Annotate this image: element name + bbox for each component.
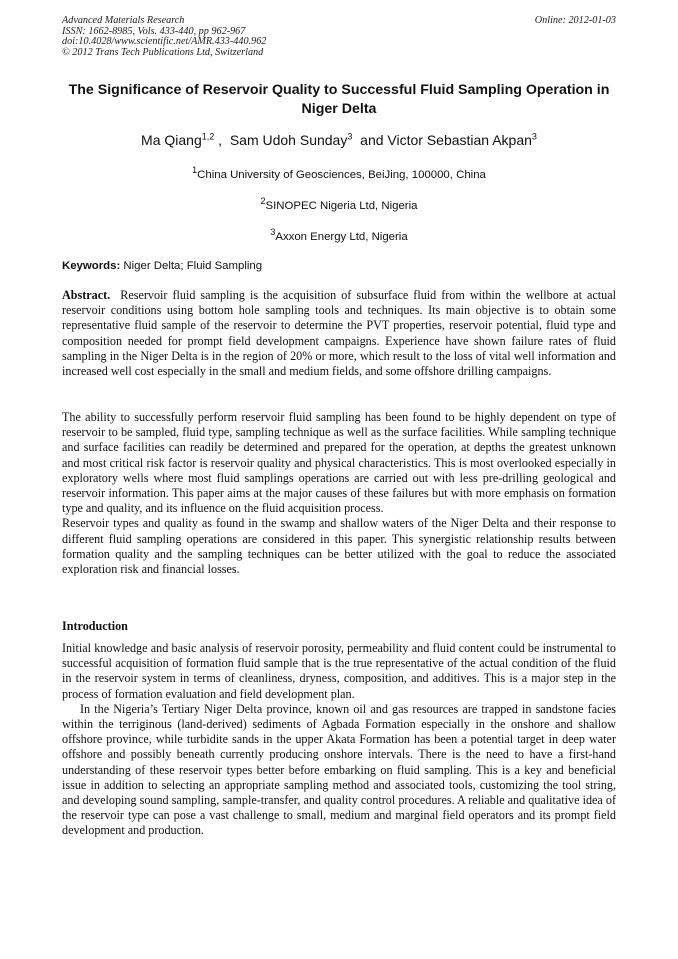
abstract-continuation [62,410,616,577]
copyright-line: © 2012 Trans Tech Publications Ltd, Switzerland [62,46,264,58]
intro-paragraph: In the Nigeria’s Tertiary Niger Delta province, known oil and gas resources are trapped in sandstone facies within the terriginous (land-derived) sediments of Agbada Formation especially in the onshore and shallow offshore province, while turbidite sands in the upper Akata Formation has been a potential target in deep water offshore and possibly beneath currently producing onshore intervals. There is the need to have a first-hand understanding of these reservoir types better before embarking on fluid sampling. This is a key and beneficial issue in addition to selecting an appropriate sampling method and associated tools, customizing the tool string, and developing sound sampling, sample-transfer, and quality control procedures. A reliable and qualitative idea of the reservoir type can pose a vast challenge to small, medium and marginal field operators and its prompt field development and production. [62,701,616,838]
running-header [62,16,616,58]
abstract-text: Reservoir fluid sampling is the acquisition of subsurface fluid from within the wellbore at actual reservoir conditions using bottom hole sampling tools and techniques. Its main objective is to obtain some representative fluid sample of the reservoir to determine the PVT properties, reservoir potential, fluid type and composition needed for prompt field development campaigns. Experience have shown failure rates of fluid sampling in the Niger Delta is in the region of 20% or more, which result to the loss of vital well information and increased well cost especially in the small and medium fields, and some offshore drilling campaigns. [62,288,616,379]
affil-mark: 1 [192,165,198,176]
paper-title: The Significance of Reservoir Quality to Successful Fluid Sampling Operation in Niger Delta [68,82,610,117]
affil-text: Axxon Energy Ltd, Nigeria [275,231,408,243]
author-name: Victor Sebastian Akpan [387,132,532,148]
abstract-block [62,288,616,379]
doi-line: doi:10.4028/www.scientific.net/AMR.433-440.962 [62,36,267,47]
affiliation-2 [62,196,616,213]
body-paragraph: The ability to successfully perform reservoir fluid sampling has been found to be highly dependent on type of reservoir to be sampled, fluid type, sampling technique as well as the surface facilities. While sampling technique and surface facilities can readily be determined and prepared for the operation, at depths the greatest unknown and most critical risk factor is reservoir quality and physical characteristics. This is most overlooked especially in exploratory wells where most fluid samplings operations are carried out with less pre-drilling geological and reservoir information. This paper aims at the major causes of these failures but with more emphasis on formation type and quality, and its influence on the fluid acquisition process. [62,410,616,516]
affil-mark: 2 [260,196,266,207]
issn-line: ISSN: 1662-8985, Vols. 433-440, pp 962-967 [62,25,246,37]
author-line [62,131,616,149]
abstract-label: Abstract. [62,288,111,302]
keywords-label: Keywords: [62,260,121,272]
author-affil-mark: 3 [531,131,537,142]
author-affil-mark: 3 [347,131,353,142]
keywords [62,259,616,273]
author-name: Sam Udoh Sunday [229,132,348,148]
author-separator: , [214,132,230,148]
author-name: Ma Qiang [141,132,202,148]
body-paragraph: Reservoir types and quality as found in the swamp and shallow waters of the Niger Delta and their response to different fluid sampling operations are considered in this paper. This synergistic relationship results between formation quality and the sampling techniques can be better utilized with the goal to reduce the associated exploration risk and financial losses. [62,516,616,577]
journal-name: Advanced Materials Research [62,15,185,26]
abstract-paragraph [62,288,616,379]
affil-text: China University of Geosciences, BeiJing, 100000, China [197,169,486,181]
affil-mark: 3 [270,227,276,238]
affiliation-3 [62,227,616,244]
affil-text: SINOPEC Nigeria Ltd, Nigeria [265,200,418,212]
introduction-body [62,641,616,839]
intro-paragraph: Initial knowledge and basic analysis of reservoir porosity, permeability and fluid content could be instrumental to successful acquisition of formation fluid sample that is the true representative of the actual condition of the fluid in the reservoir system in terms of cleanliness, dryness, composition, and additives. This is a major step in the process of formation evaluation and field development plan. [62,641,616,701]
keywords-text: Niger Delta; Fluid Sampling [123,260,263,272]
affiliation-1 [62,165,616,182]
publication-info [62,16,616,58]
author-affil-mark: 1,2 [201,131,215,142]
online-date: Online: 2012-01-03 [534,15,616,26]
author-separator: and [352,132,388,148]
section-heading-introduction: Introduction [62,619,128,633]
